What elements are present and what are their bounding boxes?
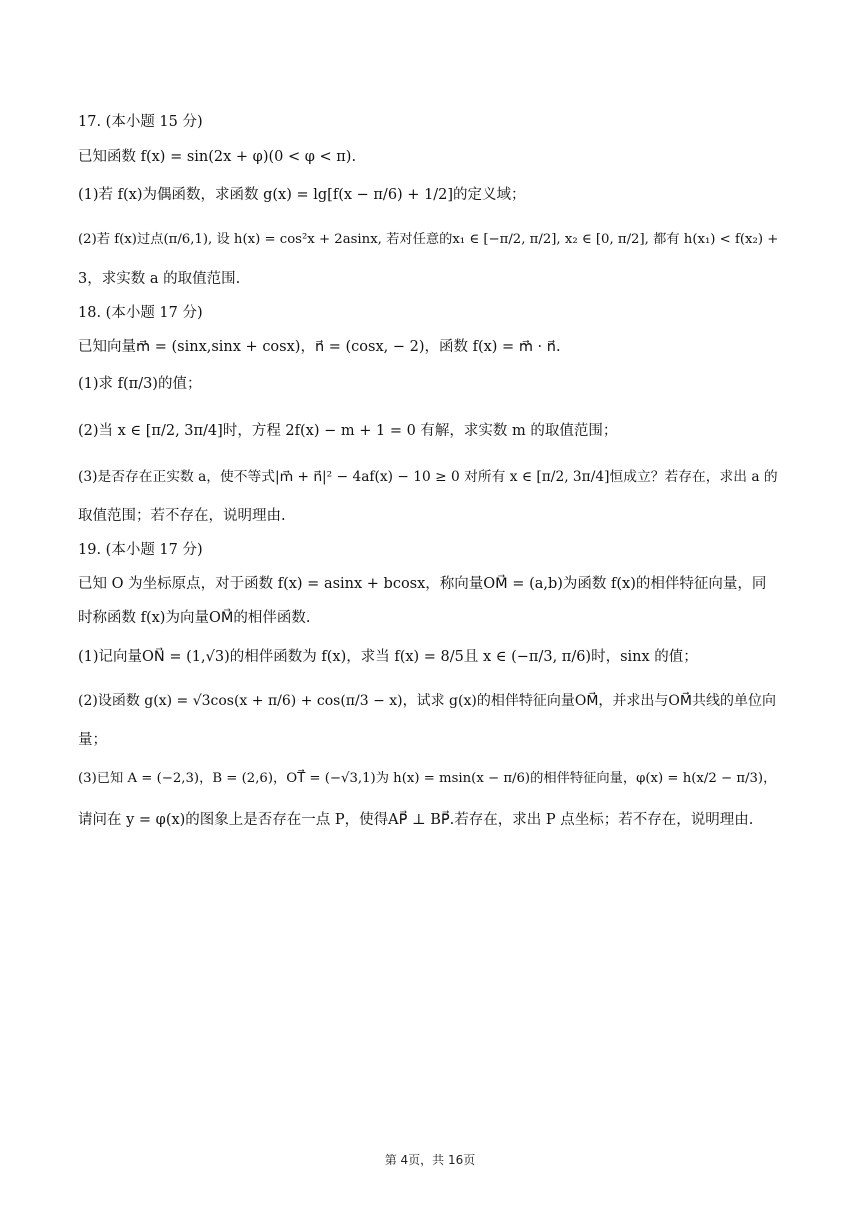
q18-title: 18. (本小题 17 分) (78, 305, 203, 321)
q17-part1: (1)若 f(x)为偶函数，求函数 g(x) = lg[f(x − π/6) + 1/2]的定义域； (78, 187, 526, 203)
q19-part2-line1: (2)设函数 g(x) = √3cos(x + π/6) + cos(π/3 − x)，试求 g(x)的相伴特征向量OM⃗，并求出与OM⃗共线的单位向 (78, 693, 776, 709)
q18-part3-line2: 取值范围；若不存在，说明理由. (78, 508, 286, 524)
q17-stem: 已知函数 f(x) = sin(2x + φ)(0 < φ < π). (78, 149, 357, 165)
q19-part3-line1: (3)已知 A = (−2,3)，B = (2,6)，OT⃗ = (−√3,1)为 h(x) = msin(x − π/6)的相伴特征向量，φ(x) = h(x/2 − π/3)， (78, 771, 777, 786)
page-number-footer: 第 4页，共 16页 (384, 1153, 476, 1167)
q17-title: 17. (本小题 15 分) (78, 114, 203, 130)
q18-part3-line1: (3)是否存在正实数 a，使不等式|m⃗ + n⃗|² − 4af(x) − 10 ≥ 0 对所有 x ∈ [π/2, 3π/4]恒成立？若存在，求出 a 的 (78, 469, 778, 485)
q19-stem-line1: 已知 O 为坐标原点，对于函数 f(x) = asinx + bcosx，称向量OM⃗ = (a,b)为函数 f(x)的相伴特征向量，同 (78, 576, 767, 592)
q19-part1: (1)记向量ON⃗ = (1,√3)的相伴函数为 f(x)，求当 f(x) = 8/5且 x ∈ (−π/3, π/6)时，sinx 的值； (78, 649, 698, 665)
q19-part3-line2: 请问在 y = φ(x)的图象上是否存在一点 P，使得AP⃗ ⊥ BP⃗.若存在，求出 P 点坐标；若不存在，说明理由. (78, 812, 754, 828)
q18-part1: (1)求 f(π/3)的值； (78, 376, 202, 392)
q17-part2-line2: 3，求实数 a 的取值范围. (78, 271, 241, 287)
q19-title: 19. (本小题 17 分) (78, 542, 203, 558)
q17-part2-line1: (2)若 f(x)过点(π/6,1), 设 h(x) = cos²x + 2asinx, 若对任意的x₁ ∈ [−π/2, π/2], x₂ ∈ [0, π/2], 都有 h(x₁) < f(x₂) + (78, 232, 779, 247)
q19-stem-line2: 时称函数 f(x)为向量OM⃗的相伴函数. (78, 610, 311, 626)
q18-part2: (2)当 x ∈ [π/2, 3π/4]时，方程 2f(x) − m + 1 = 0 有解，求实数 m 的取值范围； (78, 423, 618, 439)
q18-stem: 已知向量m⃗ = (sinx,sinx + cosx)，n⃗ = (cosx, − 2)，函数 f(x) = m⃗ · n⃗. (78, 339, 561, 355)
q19-part2-line2: 量； (78, 732, 107, 748)
